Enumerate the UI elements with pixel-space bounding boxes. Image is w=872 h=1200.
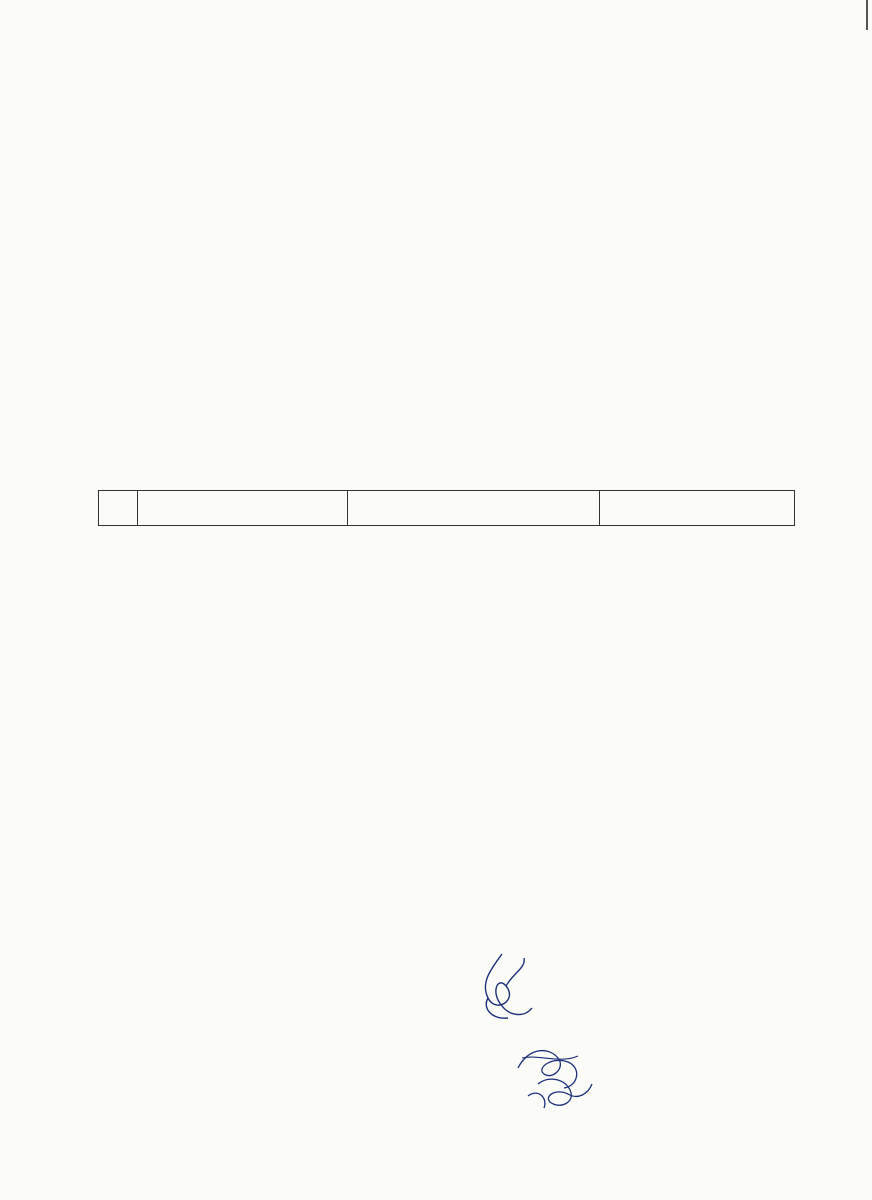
header-repair-need (600, 491, 795, 526)
signature-1-icon (462, 948, 552, 1026)
header-element-name (138, 491, 348, 526)
header-number (99, 491, 138, 526)
header-technical-state (348, 491, 600, 526)
signature-2-icon (508, 1028, 608, 1118)
table-header-row (99, 491, 795, 526)
technical-state-table (98, 490, 795, 526)
page-edge (860, 0, 868, 30)
